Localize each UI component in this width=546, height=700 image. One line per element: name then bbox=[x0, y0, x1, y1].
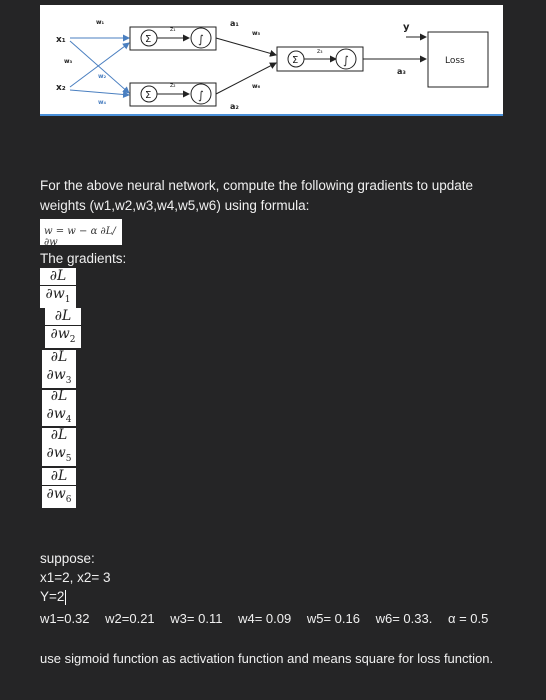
gradient-w6-den: ∂w bbox=[46, 486, 66, 503]
gradient-w1-den: ∂w bbox=[45, 286, 65, 303]
input-x2: x₂ bbox=[56, 83, 66, 93]
a1-label: a₁ bbox=[230, 19, 239, 28]
weight-values bbox=[40, 611, 500, 626]
gradient-w6-num: ∂L bbox=[50, 468, 68, 484]
question-line-2: weights (w1,w2,w3,w4,w5,w6) using formula: bbox=[40, 198, 310, 213]
gradient-w5-sub: 5 bbox=[65, 453, 72, 464]
gradient-w2-den: ∂w bbox=[50, 326, 70, 343]
value-w4: w4= 0.09 bbox=[238, 611, 292, 626]
update-formula-text: w = w − α ∂L/∂w bbox=[44, 226, 116, 248]
edge-w6 bbox=[216, 63, 276, 94]
value-w6: w6= 0.33. bbox=[375, 611, 433, 626]
weight-label-w5: w₅ bbox=[252, 30, 261, 37]
a2-label: a₂ bbox=[230, 102, 239, 111]
gradient-w1 bbox=[40, 268, 76, 308]
gradient-w2-sub: 2 bbox=[69, 335, 76, 345]
gradient-w3-sub: 3 bbox=[65, 375, 72, 386]
gradient-w2 bbox=[45, 308, 81, 348]
gradient-w3-den: ∂w bbox=[46, 367, 66, 384]
sum-symbol-1: Σ bbox=[145, 34, 152, 45]
target-line[interactable] bbox=[40, 588, 66, 606]
z3-label: z₃ bbox=[317, 48, 323, 55]
loss-label: Loss bbox=[445, 56, 465, 66]
edge-w5 bbox=[216, 38, 276, 55]
value-w3: w3= 0.11 bbox=[170, 611, 223, 626]
weight-label-w2: w₂ bbox=[98, 73, 107, 80]
input-x1: x₁ bbox=[56, 35, 66, 45]
value-alpha: α = 0.5 bbox=[447, 611, 489, 626]
neural-network-diagram bbox=[40, 5, 503, 116]
update-formula bbox=[40, 219, 122, 248]
edge-w4 bbox=[70, 90, 129, 95]
question-line-1: For the above neural network, compute the following gradients to update bbox=[40, 178, 474, 193]
gradient-w3 bbox=[42, 350, 76, 388]
instruction-text: use sigmoid function as activation function and means square for loss function. bbox=[40, 651, 494, 666]
gradient-w1-sub: 1 bbox=[64, 295, 71, 305]
gradient-w4-sub: 4 bbox=[65, 414, 72, 425]
gradient-w2-num: ∂L bbox=[54, 308, 72, 324]
gradient-w5-num: ∂L bbox=[50, 427, 68, 444]
sum-symbol-3: Σ bbox=[292, 55, 299, 66]
z1-label: z₁ bbox=[170, 26, 176, 33]
inputs-line: x1=2, x2= 3 bbox=[40, 570, 111, 585]
target-line-text: Y=2 bbox=[40, 589, 65, 604]
gradient-w6 bbox=[42, 468, 76, 508]
activation-symbol-3: ∫ bbox=[343, 54, 349, 67]
gradient-w3-num: ∂L bbox=[50, 349, 68, 366]
weight-label-w4: w₄ bbox=[98, 99, 107, 106]
gradient-w1-num: ∂L bbox=[49, 268, 67, 284]
gradient-w6-sub: 6 bbox=[65, 495, 72, 505]
edge-w3 bbox=[70, 41, 129, 93]
gradients-heading: The gradients: bbox=[40, 251, 127, 266]
sum-symbol-2: Σ bbox=[145, 90, 152, 101]
value-w1: w1=0.32 bbox=[40, 611, 90, 626]
network-svg bbox=[40, 5, 503, 116]
activation-symbol-1: ∫ bbox=[198, 33, 204, 46]
edge-w2 bbox=[70, 43, 129, 87]
gradient-w5 bbox=[42, 428, 76, 466]
diagram-underline bbox=[40, 114, 503, 116]
gradient-w5-den: ∂w bbox=[46, 445, 66, 462]
target-y-label: y bbox=[403, 22, 410, 33]
z2-label: z₂ bbox=[170, 82, 176, 89]
weight-label-w3: w₃ bbox=[64, 58, 73, 65]
value-w2: w2=0.21 bbox=[105, 611, 155, 626]
text-cursor bbox=[65, 590, 66, 605]
gradient-w4-num: ∂L bbox=[50, 388, 68, 405]
activation-symbol-2: ∫ bbox=[198, 89, 204, 102]
a3-label: a₃ bbox=[397, 67, 406, 76]
weight-label-w1: w₁ bbox=[96, 19, 105, 26]
weight-label-w6: w₆ bbox=[252, 83, 261, 90]
suppose-label: suppose: bbox=[40, 551, 95, 566]
gradient-w4-den: ∂w bbox=[46, 406, 66, 423]
gradient-w4 bbox=[42, 390, 76, 426]
value-w5: w5= 0.16 bbox=[306, 611, 360, 626]
